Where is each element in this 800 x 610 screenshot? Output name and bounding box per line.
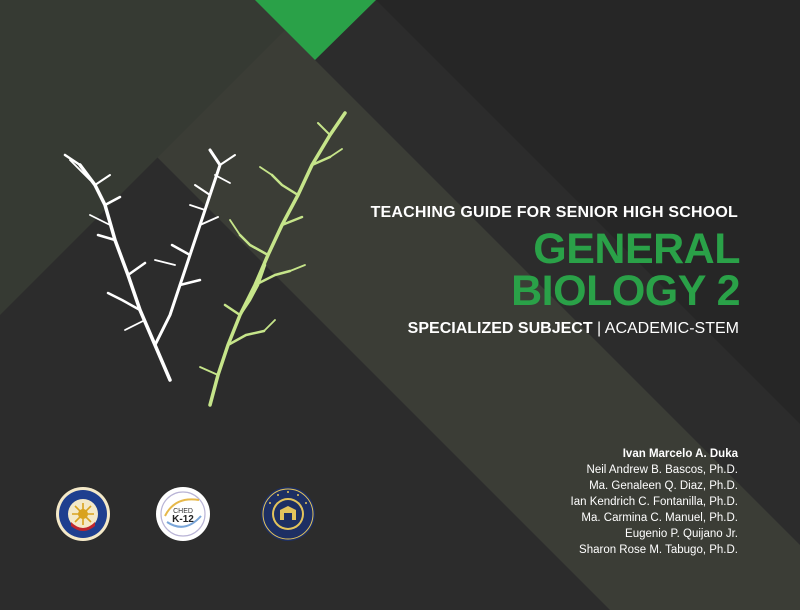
track-name: ACADEMIC-STEM [604, 320, 739, 337]
series-title: TEACHING GUIDE FOR SENIOR HIGH SCHOOL [370, 204, 738, 221]
university-seal-icon [260, 486, 316, 542]
white-branch [65, 150, 235, 380]
author-name: Eugenio P. Quijano Jr. [625, 528, 738, 540]
author-name: Sharon Rose M. Tabugo, Ph.D. [579, 544, 738, 556]
author-name: Ian Kendrich C. Fontanilla, Ph.D. [570, 496, 738, 508]
author-list [571, 446, 738, 558]
title-line-1: GENERAL [533, 225, 740, 273]
book-title [511, 225, 740, 315]
subject-line [408, 320, 739, 338]
lead-author: Ivan Marcelo A. Duka [622, 448, 738, 460]
subject-type: SPECIALIZED SUBJECT [407, 320, 593, 337]
subject-separator: | [597, 320, 602, 337]
author-name: Ma. Carmina C. Manuel, Ph.D. [581, 512, 738, 524]
title-line-2: BIOLOGY 2 [511, 267, 740, 315]
k12-logo-icon [155, 486, 211, 542]
k12-logo-bottom-text: K-12 [172, 514, 194, 525]
ched-seal-icon [55, 486, 111, 542]
lime-branch [200, 113, 345, 405]
author-name: Neil Andrew B. Bascos, Ph.D. [586, 464, 738, 476]
k12-logo-top-text: CHED [173, 508, 193, 515]
bamboo-illustration [50, 105, 370, 425]
author-name: Ma. Genaleen Q. Diaz, Ph.D. [589, 480, 738, 492]
